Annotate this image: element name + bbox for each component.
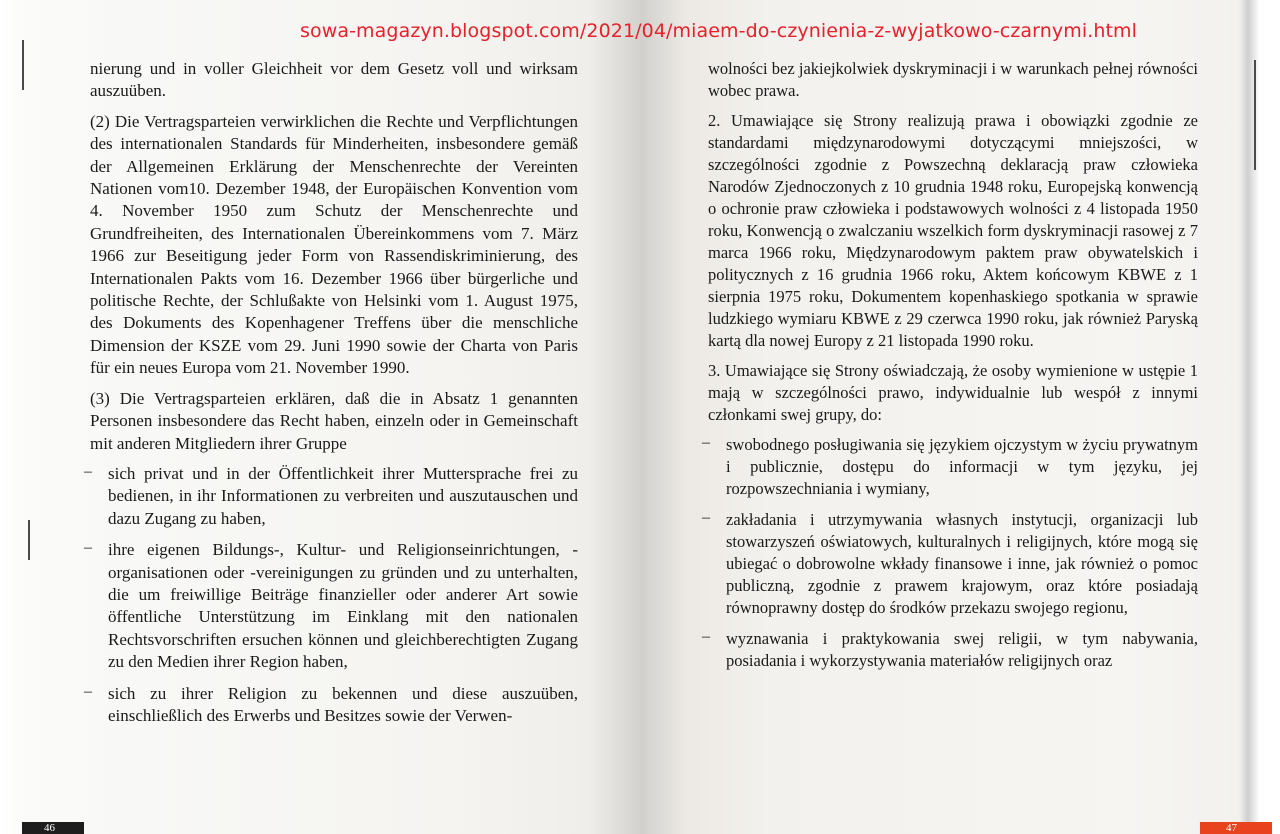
scan-edge-left (22, 40, 24, 90)
right-page-polish (702, 58, 1198, 681)
right-page-number: 47 (1226, 822, 1237, 834)
left-list-item (84, 462, 578, 530)
left-list-item (84, 682, 578, 728)
left-intro-paragraph: nierung und in voller Gleichheit vor dem Gesetz voll und wirksam auszuüben. (90, 59, 578, 101)
dash-bullet: – (84, 682, 92, 700)
right-paragraph-2: 2. Umawiające się Strony realizują prawa i obowiązki zgodnie ze standardami międzynarodowymi dotyczącymi mniejszości, w szczególności zgodnie z Powszechną deklaracją praw człowieka Narodów Zjednoczonych z 10 grudnia 1948 roku, Europejską konwencją o ochronie praw człowieka i podstawowych wolności z 4 listopada 1950 roku, Konwencją o zwalczaniu wszelkich form dyskryminacji rasowej z 7 marca 1966 roku, Międzynarodowym paktem praw obywatelskich i politycznych z 16 grudnia 1966 roku, Aktem końcowym KBWE z 1 sierpnia 1975 roku, Dokumentem kopenhaskiego spotkania w sprawie ludzkiego wymiaru KBWE z 29 czerwca 1990 roku, jak również Paryską kartą dla nowej Europy z 21 listopada 1990 roku. (708, 111, 1198, 350)
right-list-item-text: zakładania i utrzymywania własnych instytucji, organizacji lub stowarzyszeń oświatowych, kulturalnych i religijnych, które mogą się ubiegać o dobrowolne wkłady finansowe i inne, jak również o pomoc publiczną, zgodnie z prawem krajowym, oraz które posiadają równoprawny dostęp do środków przekazu swojego regionu, (726, 510, 1198, 617)
left-list-item-text: ihre eigenen Bildungs-, Kultur- und Religionseinrichtungen, -organisationen oder -vereinigungen zu gründen und zu unterhalten, die um freiwillige Beiträge finanzieller oder anderer Art sowie öffentliche Unterstützung im Einklang mit den nationalen Rechtsvorschriften ersuchen können und gleichberechtigten Zugang zu den Medien ihrer Region haben, (108, 540, 578, 672)
left-page-number: 46 (44, 822, 55, 834)
scan-edge-right (1254, 60, 1256, 170)
dash-bullet: – (702, 509, 710, 526)
left-list-item (84, 539, 578, 673)
right-list-item-text: swobodnego posługiwania się językiem ojczystym w życiu prywatnym i publicznie, dostępu do informacji w tym języku, jej rozpowszechniania i wymiany, (726, 435, 1198, 498)
left-paragraph-3: (3) Die Vertragsparteien erklären, daß die in Absatz 1 genannten Personen insbesondere das Recht haben, einzeln oder in Gemeinschaft mit anderen Mitgliedern ihrer Gruppe (90, 388, 578, 453)
right-list-item (702, 628, 1198, 672)
scan-edge-left-lower (28, 520, 30, 560)
left-page-german (84, 58, 578, 736)
right-list-item-text: wyznawania i praktykowania swej religii, w tym nabywania, posiadania i wykorzystywania materiałów religijnych oraz (726, 629, 1198, 670)
dash-bullet: – (702, 434, 710, 451)
left-list-item-text: sich privat und in der Öffentlichkeit ihrer Muttersprache frei zu bedienen, in ihr Informationen zu verbreiten und auszutauschen und dazu Zugang zu haben, (108, 463, 578, 528)
dash-bullet: – (84, 539, 92, 557)
dash-bullet: – (84, 462, 92, 480)
right-intro-paragraph: wolności bez jakiejkolwiek dyskryminacji i w warunkach pełnej równości wobec prawa. (708, 59, 1198, 100)
source-url-watermark: sowa-magazyn.blogspot.com/2021/04/miaem-do-czynienia-z-wyjatkowo-czarnymi.html (300, 20, 1138, 42)
left-list-item-text: sich zu ihrer Religion zu bekennen und diese auszuüben, einschließlich des Erwerbs und Besitzes sowie der Verwen- (108, 683, 578, 725)
dash-bullet: – (702, 628, 710, 645)
right-paragraph-3: 3. Umawiające się Strony oświadczają, że osoby wymienione w ustępie 1 mają w szczególności prawo, indywidualnie lub wespół z innymi członkami swej grupy, do: (708, 361, 1198, 424)
right-list-item (702, 509, 1198, 619)
right-list-item (702, 434, 1198, 500)
left-paragraph-2: (2) Die Vertragsparteien verwirklichen die Rechte und Verpflichtungen des internationalen Standards für Minderheiten, insbesondere gemäß der Allgemeinen Erklärung der Menschenrechte der Vereinten Nationen vom10. Dezember 1948, der Europäischen Konvention vom 4. November 1950 zum Schutz der Menschenrechte und Grundfreiheiten, des Internationalen Übereinkommens vom 7. März 1966 zur Beseitigung jeder Form von Rassendiskriminierung, des Internationalen Pakts vom 16. Dezember 1966 über bürgerliche und politische Rechte, der Schlußakte von Helsinki vom 1. August 1975, des Dokuments des Kopenhagener Treffens über die menschliche Dimension der KSZE vom 29. Juni 1990 sowie der Charta von Paris für ein neues Europa vom 21. November 1990. (90, 111, 578, 378)
